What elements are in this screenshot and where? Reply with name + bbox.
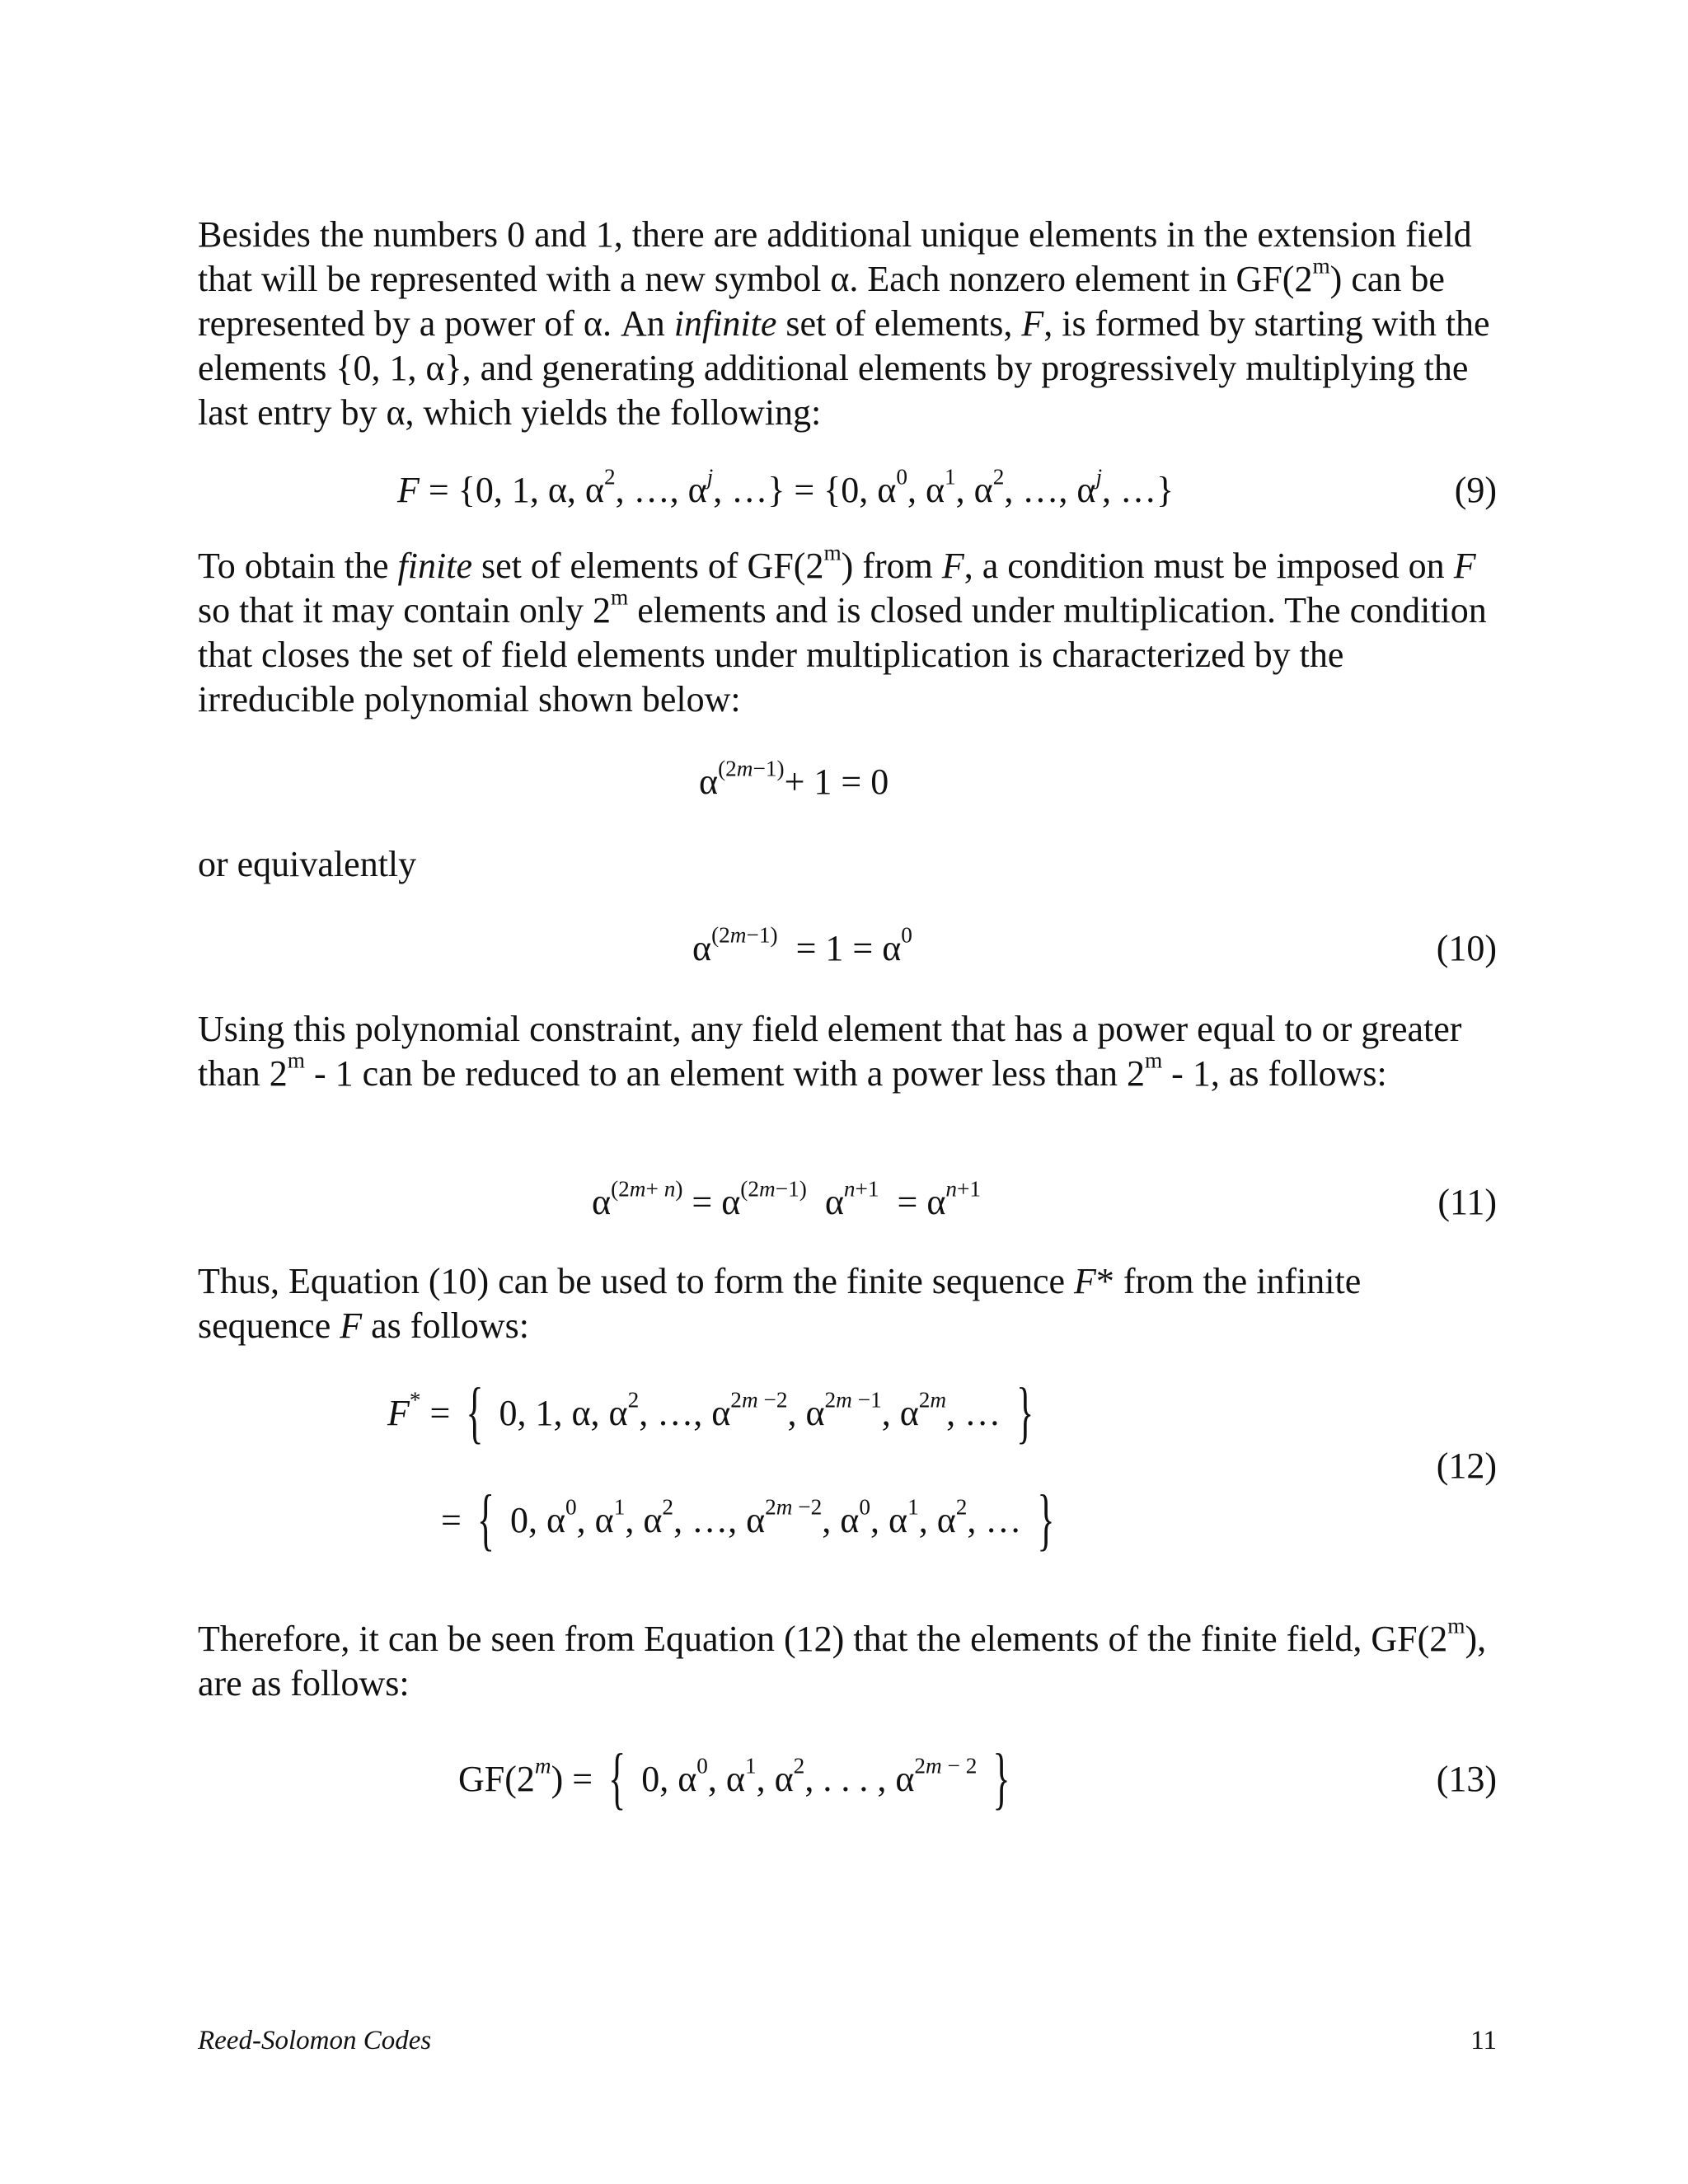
equation-number-11: (11) <box>1437 1182 1497 1222</box>
equation-number-10: (10) <box>1436 928 1497 968</box>
paragraph-finite-sequence: Thus, Equation (10) can be used to form the finite sequence F* from the infinite sequence F as follows: <box>198 1261 1362 1346</box>
equation-10: $\alpha^{(2m-1)} = 1 = \alpha^0$ <box>692 922 912 968</box>
paragraph-constraint: Using this polynomial constraint, any field element that has a power equal to or greater than 2$^m$ - 1 can be reduced to an element with a power less than 2$^m$ - 1, as follows: <box>198 1009 1462 1094</box>
page-number: 11 <box>1470 2026 1497 2055</box>
equation-9: F = {0, 1, α, $\alpha^2$, …, $\alpha^j$, …} = {0, $\alpha^0$, $\alpha^1$, $\alpha^2$, …, $\alpha^j$, …} <box>397 464 1175 510</box>
equation-11: $\alpha^{(2m+ n)} = \alpha^{(2m-1)}$ $\alpha^{n+1} = \alpha^{n+1}$ <box>592 1176 982 1222</box>
paragraph-field-elements: Therefore, it can be seen from Equation (12) that the elements of the finite field, GF(2$^m$), are as follows: <box>198 1613 1487 1704</box>
equation-number-13: (13) <box>1436 1759 1497 1799</box>
equation-12-line-1: F* = { 0, 1, α, $\alpha^2$, …, $\alpha^{2m -2}$, $\alpha^{2m -1}$, $\alpha^{2m}$, … } <box>387 1374 1034 1451</box>
equation-number-9: (9) <box>1454 470 1497 510</box>
equation-12-line-2: = { 0, $\alpha^0$, $\alpha^1$, $\alpha^2$, …, $\alpha^{2m -2}$, $\alpha^0$, $\alpha^1$, $\alpha^2$, … } <box>441 1481 1055 1558</box>
paragraph-or-equivalently: or equivalently <box>198 844 417 884</box>
equation-irreducible-polynomial: $\alpha^{(2m-1)}+ 1 = 0$ <box>699 756 889 802</box>
paragraph-intro: Besides the numbers 0 and 1, there are additional unique elements in the extension field that will be represented with a new symbol α. Each nonzero element in GF(2$^m$) can be represented by a power of α. An infinite set of elements, F, is formed by starting with the elements {0, 1, α}, and generating additional elements by progressively multiplying the last entry by α, which yields the following: <box>198 214 1490 433</box>
footer-title: Reed-Solomon Codes <box>198 2026 432 2055</box>
paragraph-condition: To obtain the finite set of elements of GF(2$^m$) from F, a condition must be imposed on F so that it may contain only 2$^m$ elements and is closed under multiplication. The condition that closes the set of field elements under multiplication is characterized by the irreducible polynomial shown below: <box>198 540 1487 719</box>
equation-13: $GF(2^m)$ = { 0, $\alpha^0$, $\alpha^1$, $\alpha^2$, . . . , $\alpha^{2m - 2}$ } <box>458 1740 1010 1817</box>
equation-number-12: (12) <box>1436 1446 1497 1486</box>
